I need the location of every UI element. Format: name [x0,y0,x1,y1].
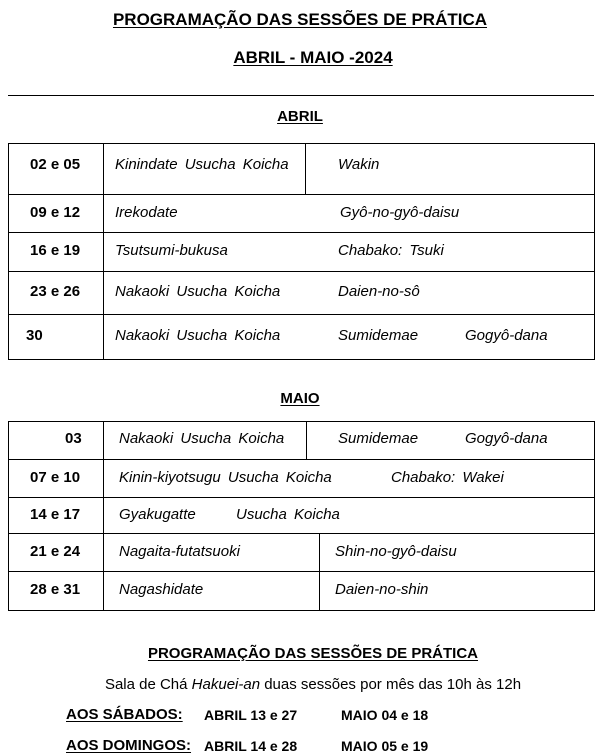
sabados-label: AOS SÁBADOS: [66,706,183,723]
row-right: Usucha Koicha [236,506,340,523]
row-date: 09 e 12 [30,204,81,221]
sabados-abril: ABRIL 13 e 27 [204,707,298,723]
maio-table [8,421,595,611]
row-right: Sumidemae [338,327,419,344]
domingos-label: AOS DOMINGOS: [66,737,192,754]
row-left: Gyakugatte [119,506,196,523]
row-left: Kinin-kiyotsugu Usucha Koicha [119,469,332,486]
row-date: 03 [65,430,82,447]
row-right: Sumidemae [338,430,419,447]
row-left: Nagashidate [119,581,204,598]
sala-prefix: Sala de Chá [104,676,192,693]
row-left: Nakaoki Usucha Koicha [115,327,281,344]
row-date: 02 e 05 [30,156,81,173]
row-left: Tsutsumi-bukusa [115,242,228,259]
col-divider [319,534,320,571]
row-right: Shin-no-gyô-daisu [335,543,457,560]
row-date: 30 [26,327,43,344]
row-right: Gyô-no-gyô-daisu [340,204,460,221]
sala-line [0,676,600,693]
row-date: 07 e 10 [30,469,81,486]
row-right: Wakin [338,156,380,173]
table-row [9,271,594,314]
col-divider [305,144,306,194]
table-row [9,144,594,194]
row-left: Nakaoki Usucha Koicha [115,283,281,300]
row-date: 28 e 31 [30,581,81,598]
table-row [9,422,594,459]
row-left: Nakaoki Usucha Koicha [119,430,285,447]
row-right: Chabako: Wakei [391,469,504,486]
row-left: Kinindate Usucha Koicha [115,156,289,173]
table-row [9,194,594,232]
footer-title: PROGRAMAÇÃO DAS SESSÕES DE PRÁTICA [147,645,479,662]
row-date: 16 e 19 [30,242,81,259]
table-row [9,571,594,611]
row-right-2: Gogyô-dana [465,327,548,344]
section-heading-abril: ABRIL [277,108,323,125]
page-subtitle: ABRIL - MAIO -2024 [233,48,393,67]
page-title: PROGRAMAÇÃO DAS SESSÕES DE PRÁTICA [112,10,488,29]
col-divider [319,572,320,611]
sabados-maio: MAIO 04 e 18 [341,707,429,723]
table-row [9,533,594,571]
table-row [9,497,594,533]
abril-table [8,143,595,360]
row-right: Daien-no-shin [335,581,429,598]
domingos-abril: ABRIL 14 e 28 [204,738,298,754]
section-heading-maio: MAIO [280,390,320,407]
row-right: Daien-no-sô [338,283,420,300]
domingos-maio: MAIO 05 e 19 [341,738,429,754]
row-date: 14 e 17 [30,506,81,523]
table-row [9,459,594,497]
sala-suffix: duas sessões por mês das 10h às 12h [260,676,522,693]
row-left: Irekodate [115,204,178,221]
row-date: 23 e 26 [30,283,81,300]
row-left: Nagaita-futatsuoki [119,543,240,560]
row-right-2: Gogyô-dana [465,430,548,447]
col-divider [306,422,307,459]
table-row [9,232,594,271]
row-right: Chabako: Tsuki [338,242,444,259]
sala-name: Hakuei-an [191,676,261,693]
row-date: 21 e 24 [30,543,81,560]
table-row [9,314,594,360]
divider [8,95,594,96]
